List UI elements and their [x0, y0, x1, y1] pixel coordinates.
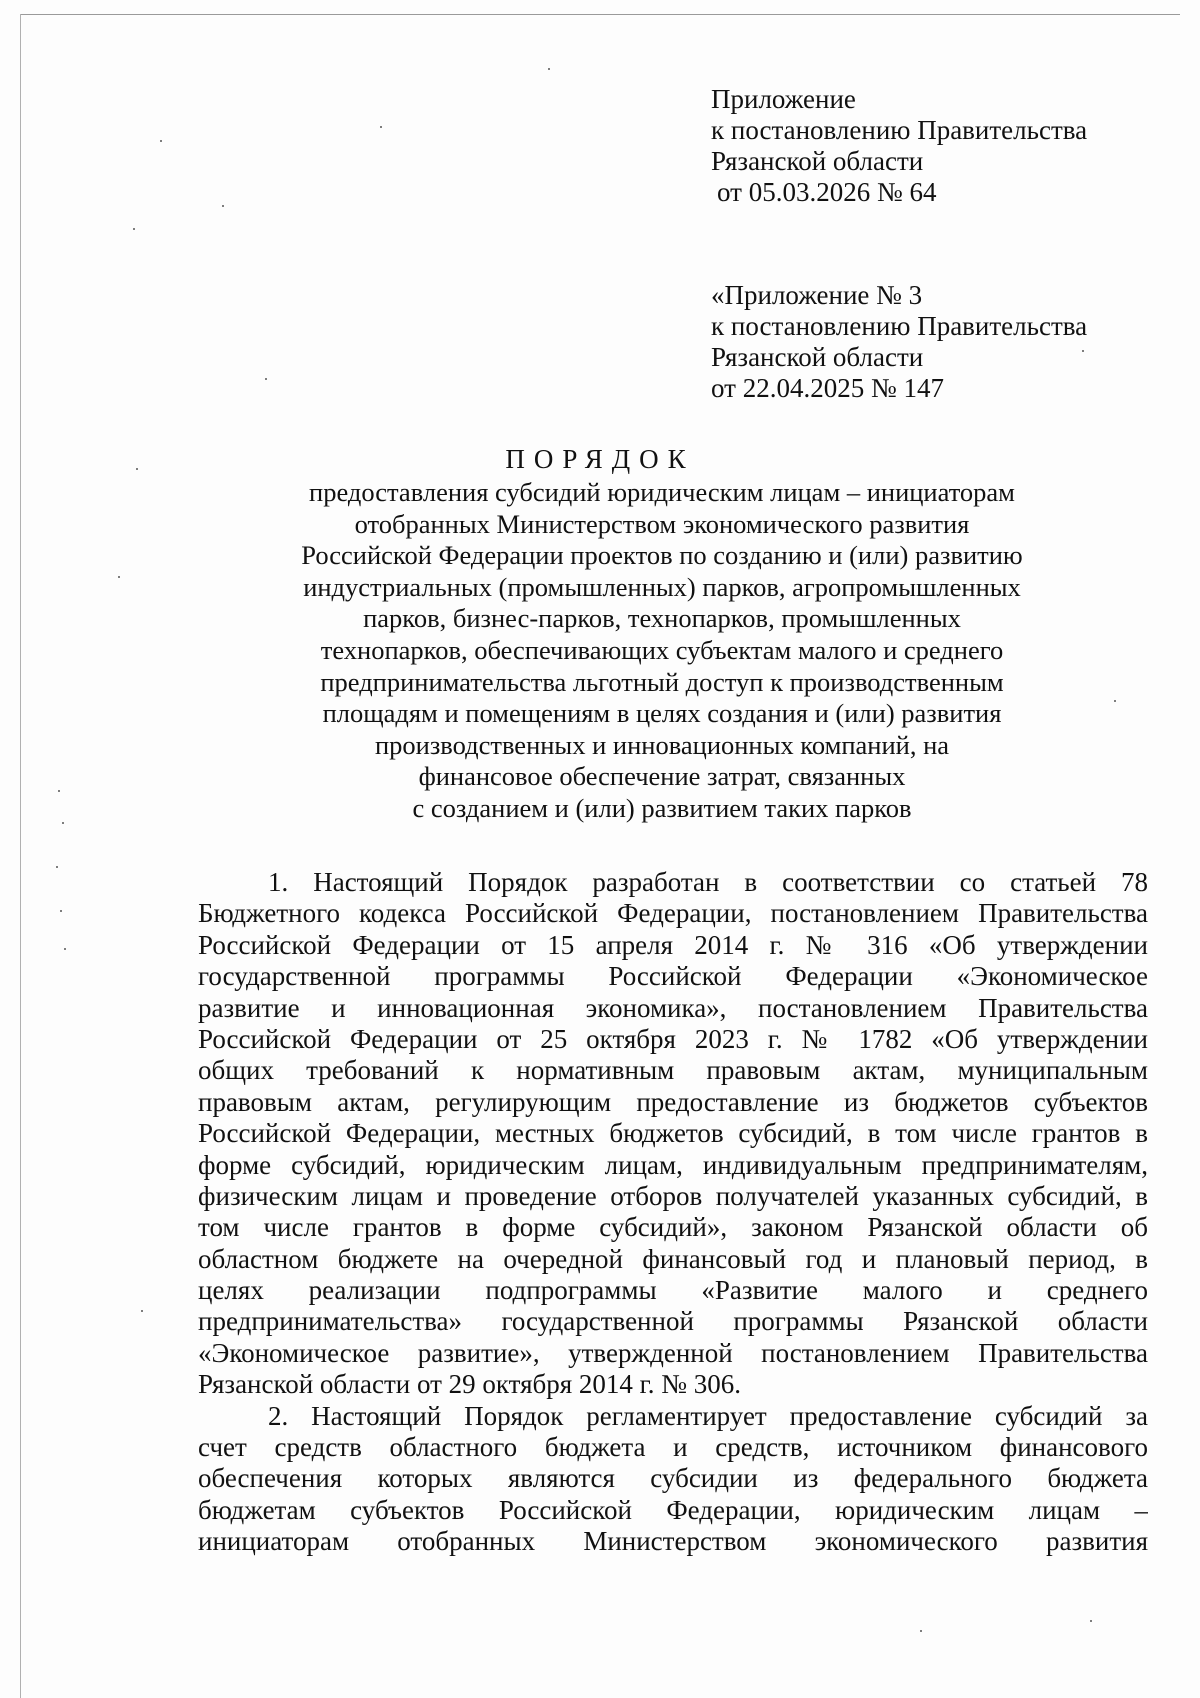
paragraph-1 [198, 867, 1148, 1401]
scan-speck [58, 790, 60, 792]
attachment-original-line: к постановлению Правительства [711, 311, 1088, 341]
paragraph-line: целях реализации подпрограммы «Развитие малого и среднего [198, 1275, 1148, 1306]
scan-speck [133, 228, 135, 230]
paragraph-line: Рязанской области от 29 октября 2014 г. № 306. [198, 1369, 741, 1400]
paragraph-line: том числе грантов в форме субсидий», законом Рязанской области об [198, 1212, 1148, 1243]
paragraph-line: областном бюджете на очередной финансовый год и плановый период, в [198, 1243, 1148, 1274]
paragraph-line: счет средств областного бюджета и средств, источником финансового [198, 1432, 1148, 1463]
subtitle-line: Российской Федерации проектов по созданию и (или) развитию [301, 540, 1023, 571]
scan-speck [1090, 1620, 1092, 1622]
paragraph-line: Бюджетного кодекса Российской Федерации, постановлением Правительства [198, 898, 1148, 929]
subtitle-line: индустриальных (промышленных) парков, агропромышленных [303, 571, 1021, 602]
attachment-header-line: Рязанской области [711, 146, 924, 176]
subtitle-line: с созданием и (или) развитием таких парков [412, 792, 912, 823]
attachment-header-line: от 05.03.2026 № 64 [717, 177, 937, 207]
scan-speck [62, 822, 64, 824]
attachment-original-line: «Приложение № 3 [711, 280, 923, 310]
paragraph-line: форме субсидий, юридическим лицам, индивидуальным предпринимателям, [198, 1149, 1148, 1180]
scan-speck [265, 378, 267, 380]
attachment-original-line: от 22.04.2025 № 147 [711, 373, 944, 403]
document-title: ПОРЯДОК [505, 444, 695, 474]
paragraph-line: развитие и инновационная экономика», постановлением Правительства [198, 992, 1148, 1023]
scan-speck [60, 910, 62, 912]
paragraph-line: бюджетам субъектов Российской Федерации, юридическим лицам – [198, 1494, 1148, 1525]
scan-speck [920, 1630, 922, 1632]
document-body [198, 867, 1148, 1558]
attachment-original [711, 280, 1087, 404]
paragraph-line: физическим лицам и проведение отборов получателей указанных субсидий, в [198, 1180, 1148, 1211]
subtitle-line: предпринимательства льготный доступ к производственным [320, 666, 1004, 697]
scan-edge-top [20, 14, 1180, 15]
scan-speck [118, 576, 120, 578]
scan-speck [380, 126, 382, 128]
attachment-header-line: к постановлению Правительства [711, 115, 1088, 145]
subtitle-line: технопарков, обеспечивающих субъектам малого и среднего [320, 634, 1004, 665]
paragraph-line: обеспечения которых являются субсидии из федерального бюджета [198, 1463, 1148, 1494]
attachment-header [711, 84, 1087, 208]
scan-speck [548, 68, 550, 70]
paragraph-line: Российской Федерации, местных бюджетов субсидий, в том числе грантов в [198, 1118, 1148, 1149]
document-subtitle [240, 477, 1084, 825]
scan-speck [136, 468, 138, 470]
attachment-original-line: Рязанской области [711, 342, 924, 372]
attachment-header-line: Приложение [711, 84, 856, 114]
paragraph-line: предпринимательства» государственной программы Рязанской области [198, 1306, 1148, 1337]
subtitle-line: отобранных Министерством экономического развития [354, 508, 970, 539]
scan-speck [1082, 350, 1084, 352]
paragraph-line: 2. Настоящий Порядок регламентирует предоставление субсидий за [268, 1400, 1148, 1431]
subtitle-line: площадям и помещениям в целях создания и (или) развития [322, 698, 1002, 729]
subtitle-line: парков, бизнес-парков, технопарков, промышленных [363, 603, 961, 634]
scan-speck [1114, 700, 1116, 702]
subtitle-line: предоставления субсидий юридическим лицам – инициаторам [309, 477, 1015, 507]
scan-speck [222, 205, 224, 207]
subtitle-line: финансовое обеспечение затрат, связанных [418, 761, 906, 792]
scan-speck [64, 948, 66, 950]
paragraph-2 [198, 1401, 1148, 1558]
paragraph-line: «Экономическое развитие», утвержденной постановлением Правительства [198, 1337, 1148, 1368]
scan-speck [160, 140, 162, 142]
subtitle-line: производственных и инновационных компаний, на [374, 729, 950, 760]
scan-speck [56, 866, 58, 868]
paragraph-line: Российской Федерации от 25 октября 2023 г. № 1782 «Об утверждении [198, 1023, 1148, 1054]
paragraph-line: правовым актам, регулирующим предоставление из бюджетов субъектов [198, 1086, 1148, 1117]
paragraph-line: 1. Настоящий Порядок разработан в соответствии со статьей 78 [268, 867, 1148, 897]
scan-speck [141, 1310, 143, 1312]
paragraph-line: Российской Федерации от 15 апреля 2014 г. № 316 «Об утверждении [198, 929, 1148, 960]
paragraph-line: общих требований к нормативным правовым актам, муниципальным [198, 1055, 1148, 1086]
paragraph-line: инициаторам отобранных Министерством экономического развития [198, 1526, 1148, 1557]
paragraph-line: государственной программы Российской Федерации «Экономическое [198, 961, 1148, 992]
scan-edge-left [20, 14, 21, 1698]
